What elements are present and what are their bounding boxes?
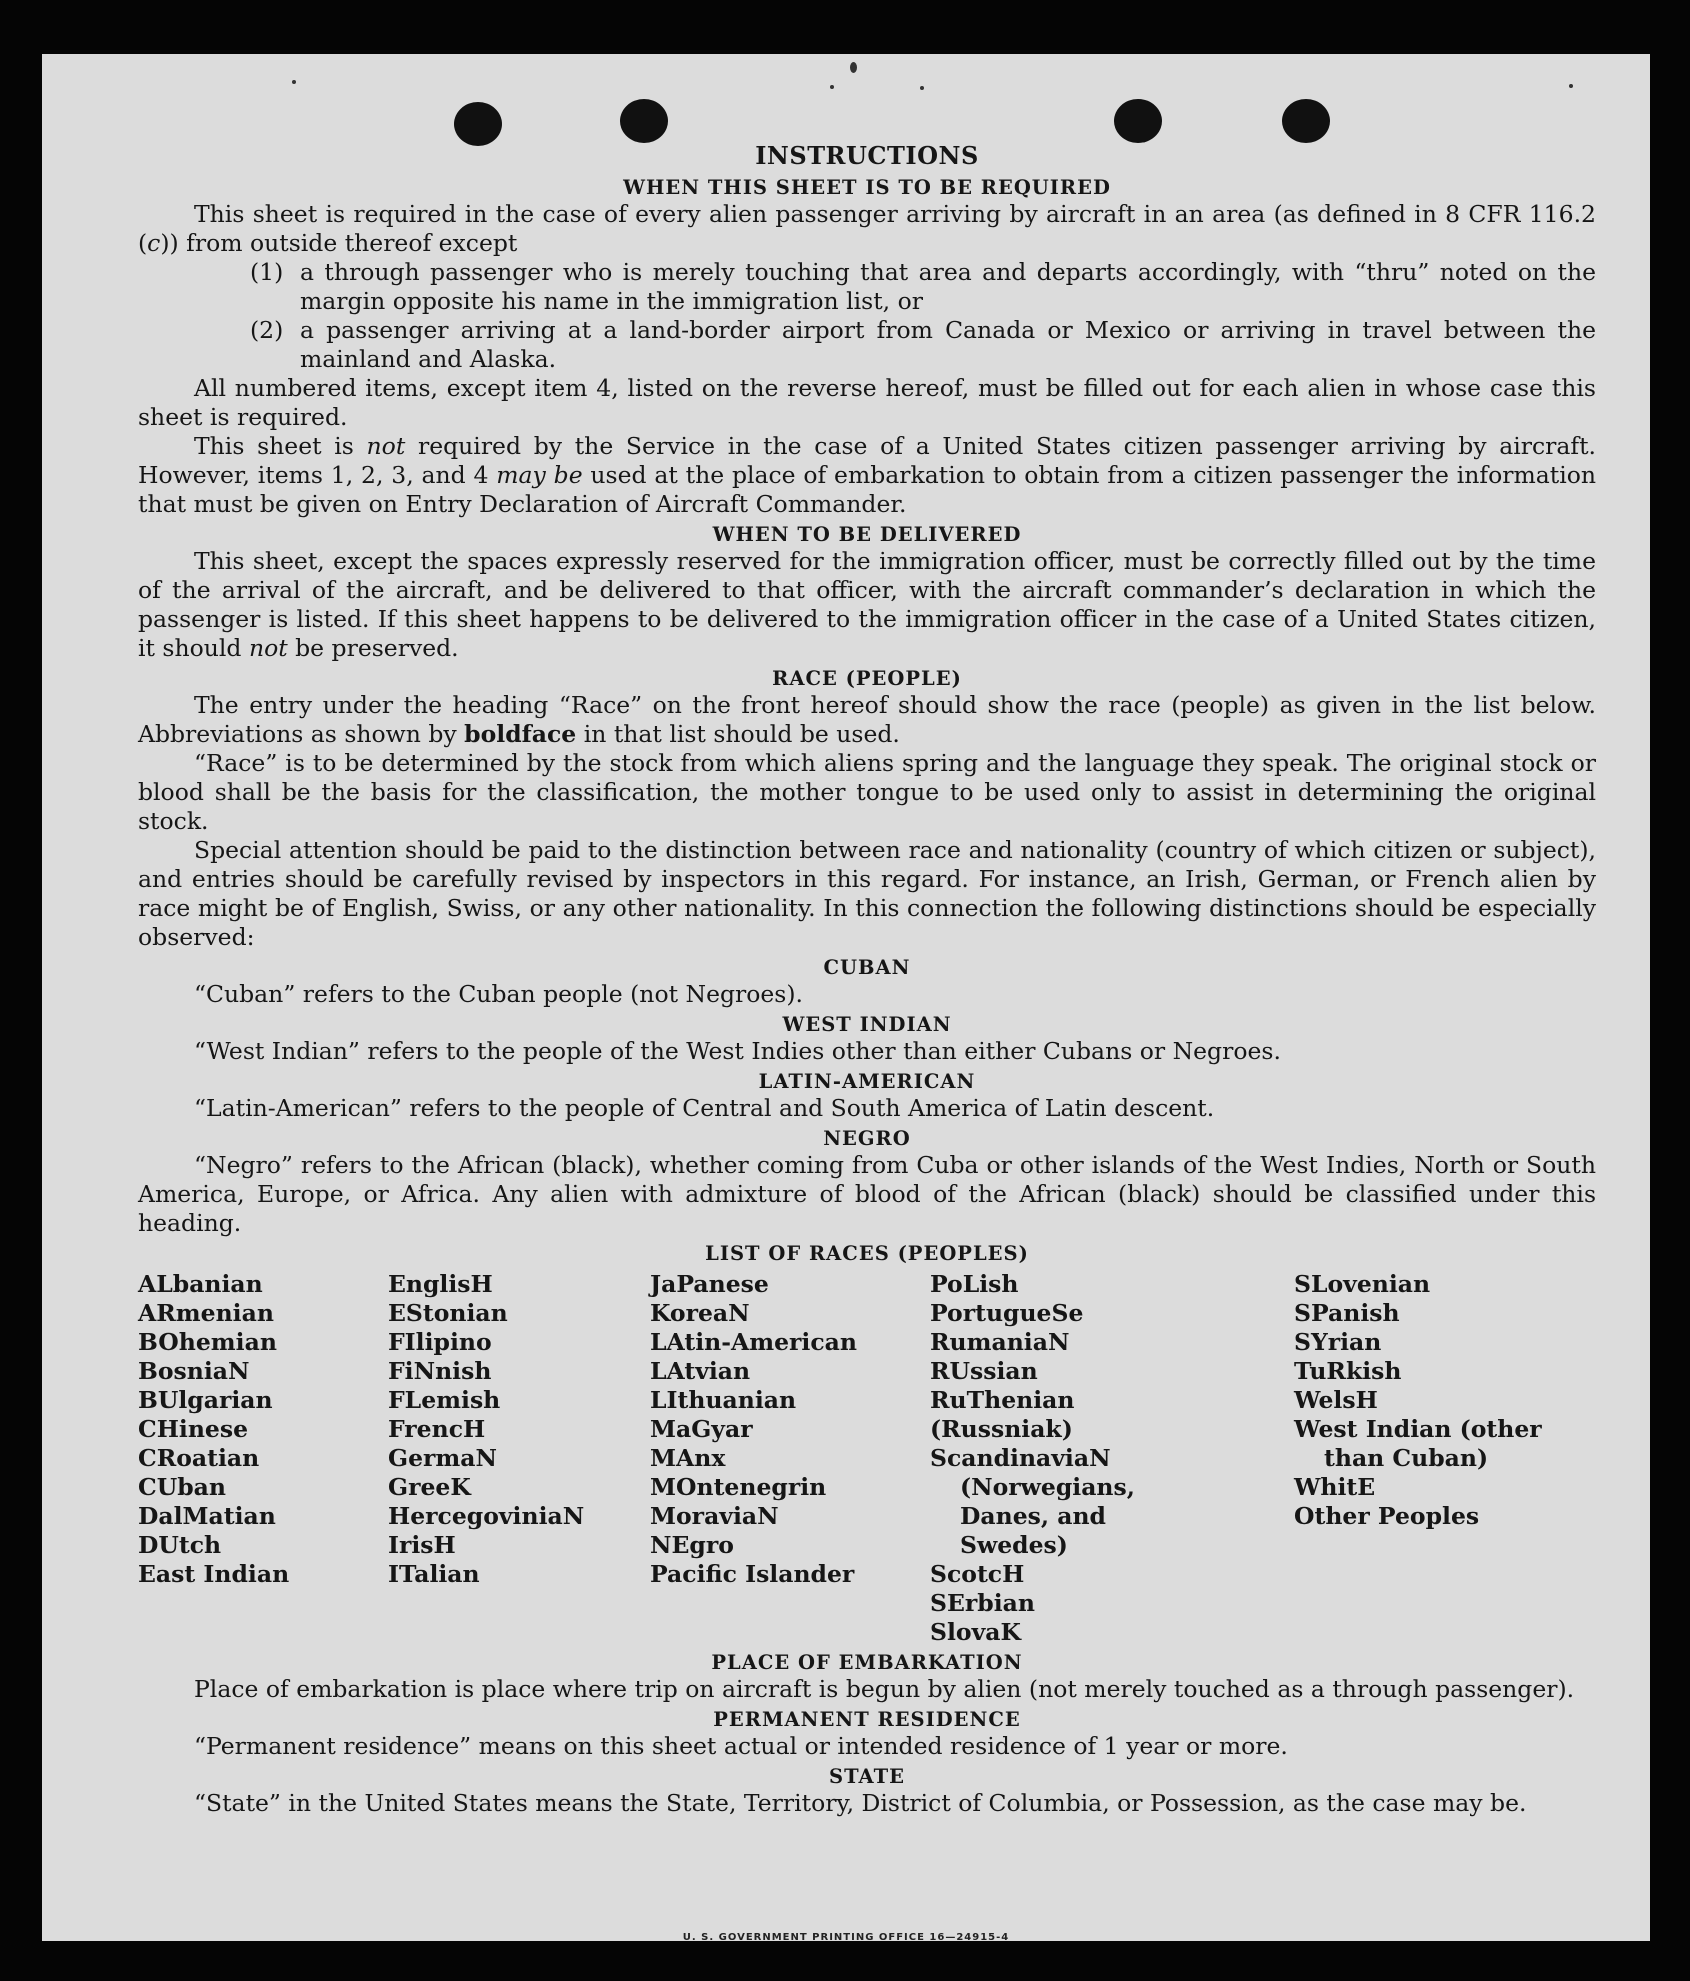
document-sheet (42, 54, 1650, 1941)
race-item: FrencH (388, 1415, 486, 1443)
section-heading-residence: PERMANENT RESIDENCE (713, 1708, 1021, 1731)
race-item: FIlipino (388, 1328, 492, 1356)
race-item: ARmenian (138, 1299, 274, 1327)
race-item: SYrian (1294, 1328, 1382, 1356)
races-list (138, 1270, 1596, 1647)
races-column-3 (650, 1270, 930, 1647)
race-item: JaPanese (650, 1270, 769, 1298)
race-item: LAtin-American (650, 1328, 857, 1356)
race-item: WelsH (1294, 1386, 1378, 1414)
item-text: a passenger arriving at a land-border airport from Canada or Mexico or arriving in travel between the mainland and Alaska. (300, 316, 1596, 373)
race-item: FLemish (388, 1386, 501, 1414)
section-heading-required: WHEN THIS SHEET IS TO BE REQUIRED (623, 176, 1111, 199)
race-item: East Indian (138, 1560, 290, 1588)
race-item: FiNnish (388, 1357, 492, 1385)
section-heading-delivered: WHEN TO BE DELIVERED (712, 523, 1022, 546)
race-item: LAtvian (650, 1357, 751, 1385)
race-item: LIthuanian (650, 1386, 797, 1414)
race-paragraph-3: Special attention should be paid to the distinction between race and nationality (country of which citizen or subject), and entries should be carefully revised by inspectors in this regard. For instance, an Irish, German, or French alien by race might be of English, Swiss, or any other nationality. In this connection the following distinctions should be especially observed: (138, 836, 1596, 951)
latin-american-paragraph: “Latin-American” refers to the people of Central and South America of Latin descent. (194, 1094, 1215, 1122)
race-item: PortugueSe (930, 1299, 1084, 1327)
item-text: a through passenger who is merely touching that area and departs accordingly, with “thru” noted on the margin opposite his name in the immigration list, or (300, 258, 1596, 315)
citizen-paragraph: This sheet is not required by the Service in the case of a United States citizen passenger arriving by aircraft. However, items 1, 2, 3, and 4 may be used at the place of embarkation to obtain from a citizen passenger the information that must be given on Entry Declaration of Aircraft Commander. (138, 432, 1596, 518)
item-number: (1) (250, 258, 284, 286)
race-item: MoraviaN (650, 1502, 779, 1530)
speck (830, 85, 834, 89)
numbered-items-paragraph: All numbered items, except item 4, listed on the reverse hereof, must be filled out for each alien in whose case this sheet is required. (138, 374, 1596, 431)
instructions-body (138, 136, 1596, 1818)
race-item: IrisH (388, 1531, 456, 1559)
speck (1569, 84, 1573, 88)
section-heading-state: STATE (829, 1765, 905, 1788)
race-item: DUtch (138, 1531, 222, 1559)
section-heading-race: RACE (PEOPLE) (772, 667, 962, 690)
race-item: ALbanian (138, 1270, 263, 1298)
race-item: WhitE (1294, 1473, 1376, 1501)
section-heading-cuban: CUBAN (823, 956, 911, 979)
delivered-paragraph: This sheet, except the spaces expressly reserved for the immigration officer, must be correctly filled out by the time of the arrival of the aircraft, and be delivered to that officer, with the aircraft commander’s declaration in which the passenger is listed. If this sheet happens to be delivered to the immigration officer in the case of a United States citizen, it should not be preserved. (138, 547, 1596, 662)
race-item: ITalian (388, 1560, 480, 1588)
section-heading-list-of-races: LIST OF RACES (PEOPLES) (705, 1242, 1029, 1265)
section-heading-embarkation: PLACE OF EMBARKATION (711, 1651, 1023, 1674)
race-paragraph-1: The entry under the heading “Race” on the front hereof should show the race (people) as given in the list below. Abbreviations as shown by boldface in that list should be used. (138, 691, 1596, 748)
race-item: Other Peoples (1294, 1502, 1480, 1530)
speck (850, 62, 857, 73)
item-number: (2) (250, 316, 284, 344)
page-title: INSTRUCTIONS (755, 141, 979, 170)
race-item: DalMatian (138, 1502, 276, 1530)
race-item: West Indian (other than Cuban) (1294, 1415, 1542, 1472)
negro-paragraph: “Negro” refers to the African (black), whether coming from Cuba or other islands of the West Indies, North or South America, Europe, or Africa. Any alien with admixture of blood of the African (black) should be classified under this heading. (138, 1151, 1596, 1237)
race-item: CUban (138, 1473, 226, 1501)
race-item: MAnx (650, 1444, 726, 1472)
race-item: RuThenian (Russniak) (930, 1386, 1075, 1443)
race-item: EStonian (388, 1299, 508, 1327)
required-intro: This sheet is required in the case of every alien passenger arriving by aircraft in an area (as defined in 8 CFR 116.2 (c)) from outside thereof except (138, 200, 1596, 257)
race-item: SLovenian (1294, 1270, 1431, 1298)
section-heading-latin-american: LATIN-AMERICAN (758, 1070, 976, 1093)
races-column-1 (138, 1270, 388, 1647)
races-column-4 (930, 1270, 1220, 1647)
race-item: BUlgarian (138, 1386, 273, 1414)
race-item: GermaN (388, 1444, 497, 1472)
race-item: TuRkish (1294, 1357, 1402, 1385)
race-item: CHinese (138, 1415, 249, 1443)
races-column-2 (388, 1270, 650, 1647)
race-paragraph-2: “Race” is to be determined by the stock from which aliens spring and the language they speak. The original stock or blood shall be the basis for the classification, the mother tongue to be used only to assist in determining the original stock. (138, 749, 1596, 835)
races-column-5 (1294, 1270, 1574, 1647)
race-item: ScotcH (930, 1560, 1025, 1588)
exception-item (138, 258, 1596, 316)
section-heading-negro: NEGRO (823, 1127, 911, 1150)
cuban-paragraph: “Cuban” refers to the Cuban people (not Negroes). (194, 980, 804, 1008)
race-item: BosniaN (138, 1357, 250, 1385)
race-item: SPanish (1294, 1299, 1400, 1327)
race-item: SlovaK (930, 1618, 1021, 1646)
race-item: NEgro (650, 1531, 734, 1559)
race-item: KoreaN (650, 1299, 750, 1327)
race-item: MaGyar (650, 1415, 753, 1443)
west-indian-paragraph: “West Indian” refers to the people of the West Indies other than either Cubans or Negroes. (194, 1037, 1281, 1065)
race-item: RUssian (930, 1357, 1038, 1385)
exception-item (138, 316, 1596, 374)
speck (920, 86, 924, 90)
race-item: HercegoviniaN (388, 1502, 585, 1530)
race-item: GreeK (388, 1473, 471, 1501)
race-item: EnglisH (388, 1270, 493, 1298)
race-item: RumaniaN (930, 1328, 1070, 1356)
embarkation-paragraph: Place of embarkation is place where trip on aircraft is begun by alien (not merely touched as a through passenger). (194, 1675, 1575, 1703)
race-item: MOntenegrin (650, 1473, 827, 1501)
race-item: BOhemian (138, 1328, 277, 1356)
race-item: CRoatian (138, 1444, 260, 1472)
residence-paragraph: “Permanent residence” means on this sheet actual or intended residence of 1 year or more. (194, 1732, 1288, 1760)
race-item: Pacific Islander (650, 1560, 855, 1588)
race-item: ScandinaviaN (Norwegians, Danes, and Swedes) (930, 1444, 1135, 1559)
race-item: SErbian (930, 1589, 1035, 1617)
speck (292, 80, 296, 84)
state-paragraph: “State” in the United States means the State, Territory, District of Columbia, or Possession, as the case may be. (194, 1789, 1527, 1817)
printer-imprint: U. S. GOVERNMENT PRINTING OFFICE 16—24915-4 (682, 1932, 1010, 1943)
race-item: PoLish (930, 1270, 1019, 1298)
section-heading-west-indian: WEST INDIAN (782, 1013, 952, 1036)
